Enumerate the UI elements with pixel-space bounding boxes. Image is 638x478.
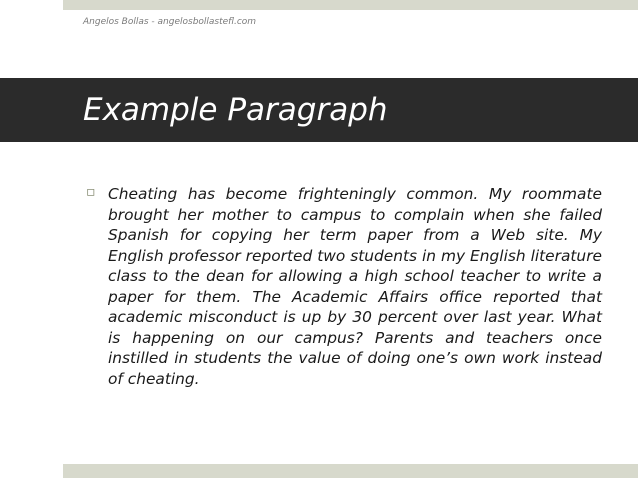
title-band <box>0 78 638 142</box>
top-accent-bar <box>63 0 638 10</box>
square-bullet-icon: ▫ <box>86 184 96 200</box>
bottom-accent-bar <box>63 464 638 478</box>
header-credit: Angelos Bollas - angelosbollastefl.com <box>83 17 257 27</box>
slide-title: Example Paragraph <box>83 92 388 128</box>
body-paragraph: Cheating has become frighteningly common. My roommate brought her mother to campus to complain when she failed Spanish for copying her term paper from a Web site. My English professor reported two students in my English literature class to the dean for allowing a high school teacher to write a paper for them. The Academic Affairs office reported that academic misconduct is up by 30 percent over last year. What is happening on our campus? Parents and teachers once instilled in students the value of doing one’s own work instead of cheating. <box>108 185 602 388</box>
